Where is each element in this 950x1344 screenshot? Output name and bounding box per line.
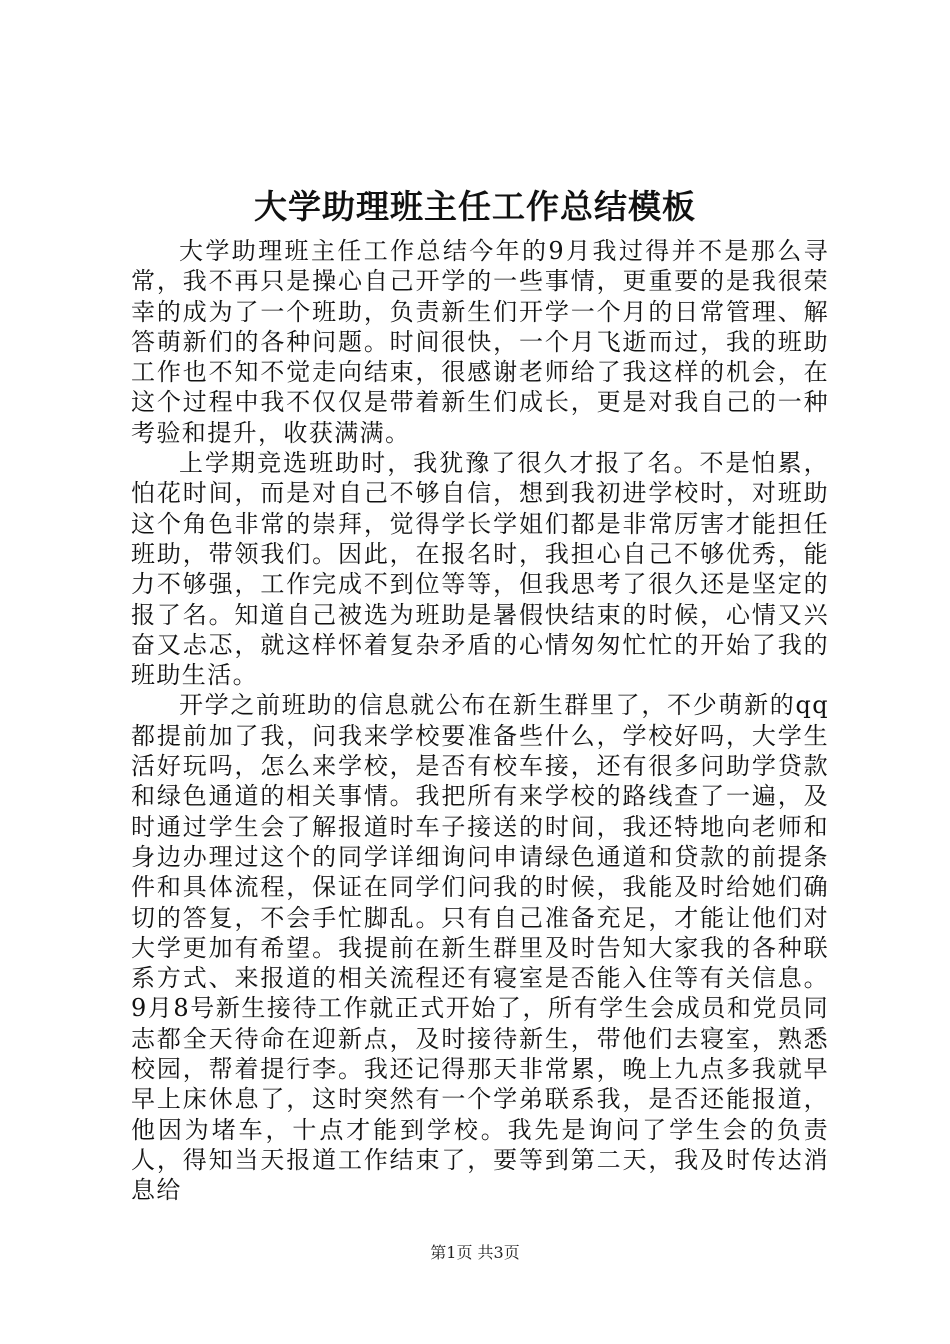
paragraph-1: 大学助理班主任工作总结今年的9月我过得并不是那么寻常，我不再只是操心自己开学的一些事情，更重要的是我很荣幸的成为了一个班助，负责新生们开学一个月的日常管理、解答萌新们的各种问题。时间很快，一个月飞逝而过，我的班助工作也不知不觉走向结束，很感谢老师给了我这样的机会，在这个过程中我不仅仅是带着新生们成长，更是对我自己的一种考验和提升，收获满满。 xyxy=(131,237,829,447)
document-title: 大学助理班主任工作总结模板 xyxy=(254,187,696,226)
paragraph-3: 开学之前班助的信息就公布在新生群里了，不少萌新的qq都提前加了我，问我来学校要准备些什么，学校好吗，大学生活好玩吗，怎么来学校，是否有校车接，还有很多问助学贷款和绿色通道的相关事情。我把所有来学校的路线查了一遍，及时通过学生会了解报道时车子接送的时间，我还特地向老师和身边办理过这个的同学详细询问申请绿色通道和贷款的前提条件和具体流程，保证在同学们问我的时候，我能及时给她们确切的答复，不会手忙脚乱。只有自己准备充足，才能让他们对大学更加有希望。我提前在新生群里及时告知大家我的各种联系方式、来报道的相关流程还有寝室是否能入住等有关信息。9月8号新生接待工作就正式开始了，所有学生会成员和党员同志都全天待命在迎新点，及时接待新生，带他们去寝室，熟悉校园，帮着提行李。我还记得那天非常累，晚上九点多我就早早上床休息了，这时突然有一个学弟联系我，是否还能报道，他因为堵车，十点才能到学校。我先是询问了学生会的负责人，得知当天报道工作结束了，要等到第二天，我及时传达消息给 xyxy=(131,691,829,1205)
page-footer: 第1页 共3页 xyxy=(430,1243,520,1262)
document-body xyxy=(131,236,829,1206)
paragraph-2: 上学期竞选班助时，我犹豫了很久才报了名。不是怕累，怕花时间，而是对自己不够自信，想到我初进学校时，对班助这个角色非常的崇拜，觉得学长学姐们都是非常厉害才能担任班助，带领我们。因此，在报名时，我担心自己不够优秀，能力不够强，工作完成不到位等等，但我思考了很久还是坚定的报了名。知道自己被选为班助是暑假快结束的时候，心情又兴奋又忐忑，就这样怀着复杂矛盾的心情匆匆忙忙的开始了我的班助生活。 xyxy=(131,449,829,690)
